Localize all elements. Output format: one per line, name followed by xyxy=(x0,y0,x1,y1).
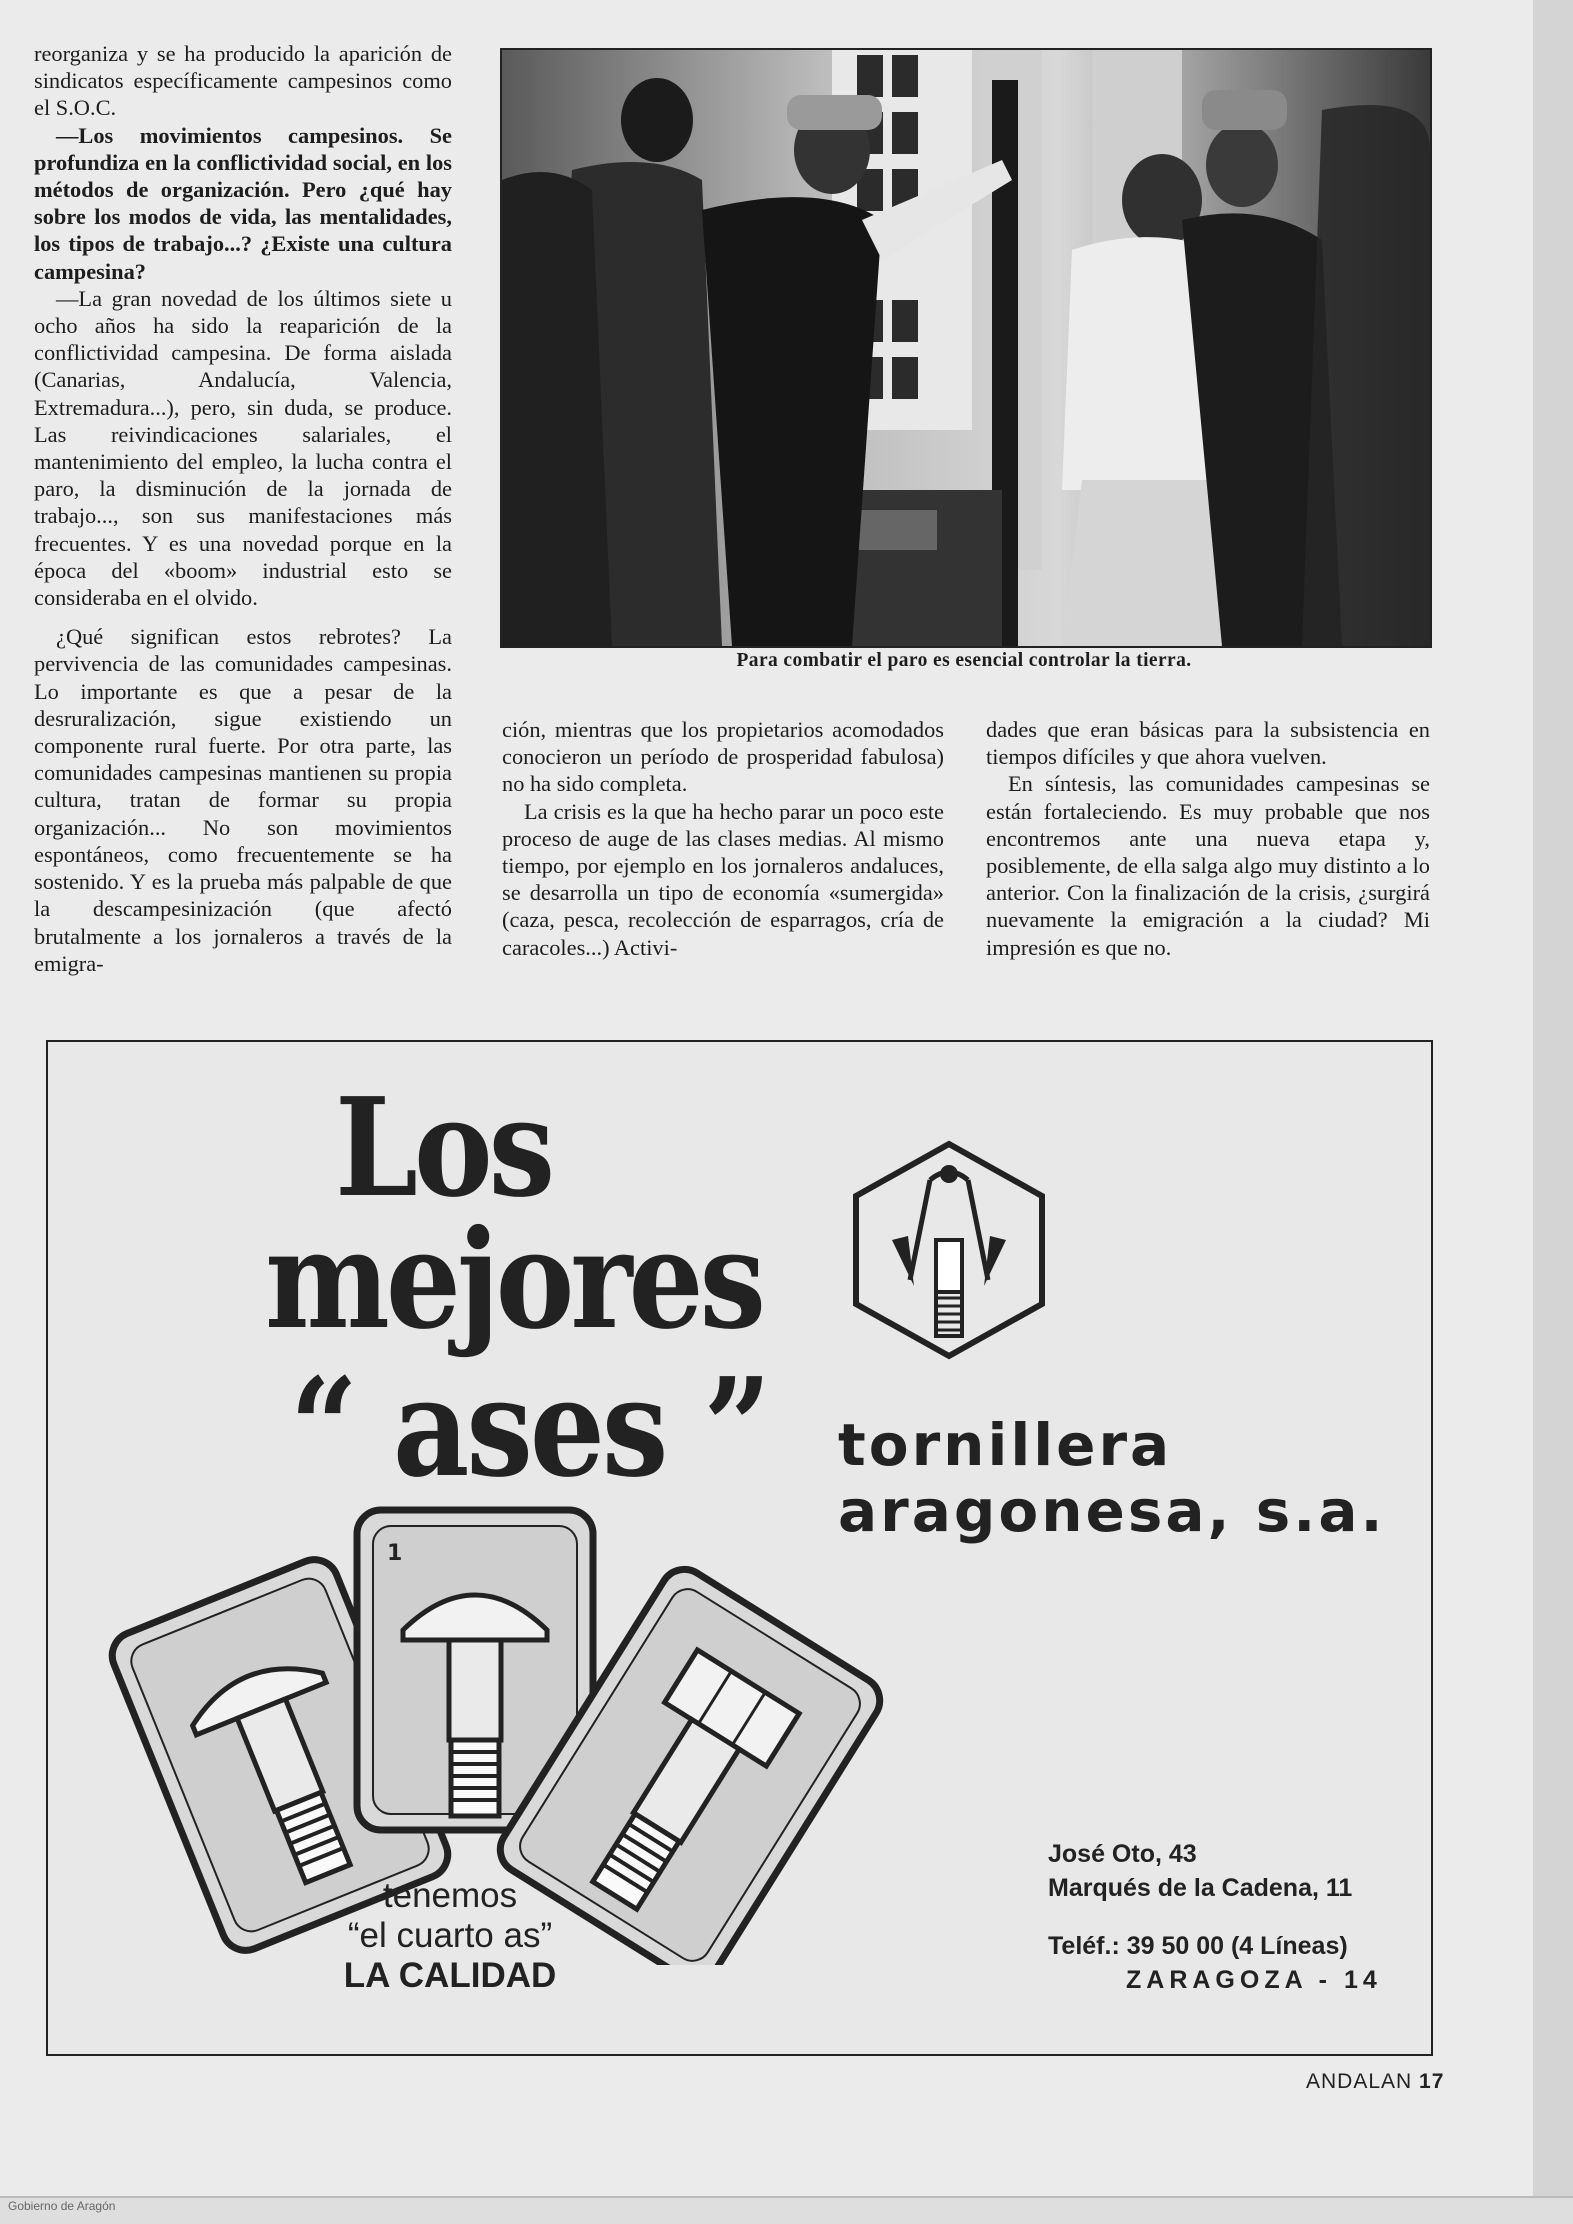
phone-number: Teléf.: 39 50 00 (4 Líneas) xyxy=(1048,1932,1348,1960)
paragraph: La crisis es la que ha hecho parar un poco este proceso de auge de las clases medias. Al mismo tiempo, por ejemplo en los jornaleros andaluces, se desarrolla un tipo de economía «sumergida» (caza, pesca, recolección de esparragos, cría de caracoles...) Activi- xyxy=(502,798,944,960)
photo-caption: Para combatir el paro es esencial controlar la tierra. xyxy=(736,650,1192,671)
paragraph: En síntesis, las comunidades campesinas se están fortaleciendo. Es muy probable que nos encontremos ante una nueva etapa y, posiblemente, de ella salga algo muy distinto a lo anterior. Con la finalización de la crisis, ¿surgirá nuevamente la emigración a la ciudad? Mi impresión es que no. xyxy=(986,771,1430,960)
page-number: 17 xyxy=(1419,2070,1445,2093)
company-logo-icon xyxy=(852,1140,1046,1360)
brand-name xyxy=(838,1412,1386,1544)
paragraph: dades que eran básicas para la subsistencia en tiempos difíciles y que ahora vuelven. xyxy=(986,717,1430,770)
brand-line-2: aragonesa, s.a. xyxy=(838,1477,1386,1545)
svg-text:1: 1 xyxy=(387,1541,403,1566)
slogan-line-1: tenemos xyxy=(382,1876,518,1915)
news-photo xyxy=(500,48,1432,648)
question-paragraph xyxy=(34,122,452,285)
page-edge xyxy=(1533,0,1573,2224)
interview-question: —Los movimientos campesinos. Se profundiza en la conflictividad social, en los métodos de organización. Pero ¿qué hay sobre los modos de vida, las mentalidades, los tipos de trabajo...? ¿Existe una cultura campesina? xyxy=(34,122,452,284)
archive-watermark: Gobierno de Aragón xyxy=(8,2199,116,2213)
paragraph: —La gran novedad de los últimos siete u ocho años ha sido la reaparición de la conflictividad campesina. De forma aislada (Canarias, Andalucía, Valencia, Extremadura...), pero, sin duda, se produce. Las reivindicaciones salariales, el mantenimiento del empleo, la lucha contra el paro, la disminución de la jornada de trabajo..., son sus manifestaciones más frecuentes. Y es una novedad porque en la época del «boom» industrial esto se consideraba en el olvido. xyxy=(34,285,452,611)
ad-contact-block xyxy=(1048,1837,1382,1997)
ad-headline-line-1: Los xyxy=(335,1067,552,1228)
slogan-line-2: “el cuarto as” xyxy=(347,1916,553,1955)
article-column-1 xyxy=(34,40,452,977)
ad-headline-line-2: mejores xyxy=(265,1199,763,1360)
address-line-2: Marqués de la Cadena, 11 xyxy=(1048,1874,1353,1902)
ad-headline-line-3: “ ases ” xyxy=(290,1347,769,1508)
article-column-2 xyxy=(502,716,944,961)
magazine-name: ANDALAN xyxy=(1306,2070,1413,2093)
city-postal: ZARAGOZA - 14 xyxy=(1126,1966,1382,1994)
paragraph: ción, mientras que los propietarios acomodados conocieron un período de prosperidad fabulosa) no ha sido completa. xyxy=(502,717,944,797)
page-bottom-edge xyxy=(0,2196,1573,2224)
article-column-3 xyxy=(986,716,1430,961)
page-footer xyxy=(1306,2070,1444,2094)
paragraph: ¿Qué significan estos rebrotes? La pervivencia de las comunidades campesinas. Lo importante es que a pesar de la desruralización, sigue existiendo un componente rural fuerte. Por otra parte, las comunidades campesinas mantienen su propia cultura, tratan de formar su propia organización... No son movimientos espontáneos, como frecuentemente se ha sostenido. Y es la prueba más palpable de que la descampesinización (que afectó brutalmente a los jornaleros a través de la emigra- xyxy=(34,624,452,976)
slogan-line-3: LA CALIDAD xyxy=(343,1956,557,1995)
address-line-1: José Oto, 43 xyxy=(1048,1840,1197,1868)
ad-slogan xyxy=(300,1876,600,1996)
brand-line-1: tornillera xyxy=(838,1411,1173,1479)
paragraph: reorganiza y se ha producido la aparición de sindicatos específicamente campesinos como el S.O.C. xyxy=(34,41,452,121)
